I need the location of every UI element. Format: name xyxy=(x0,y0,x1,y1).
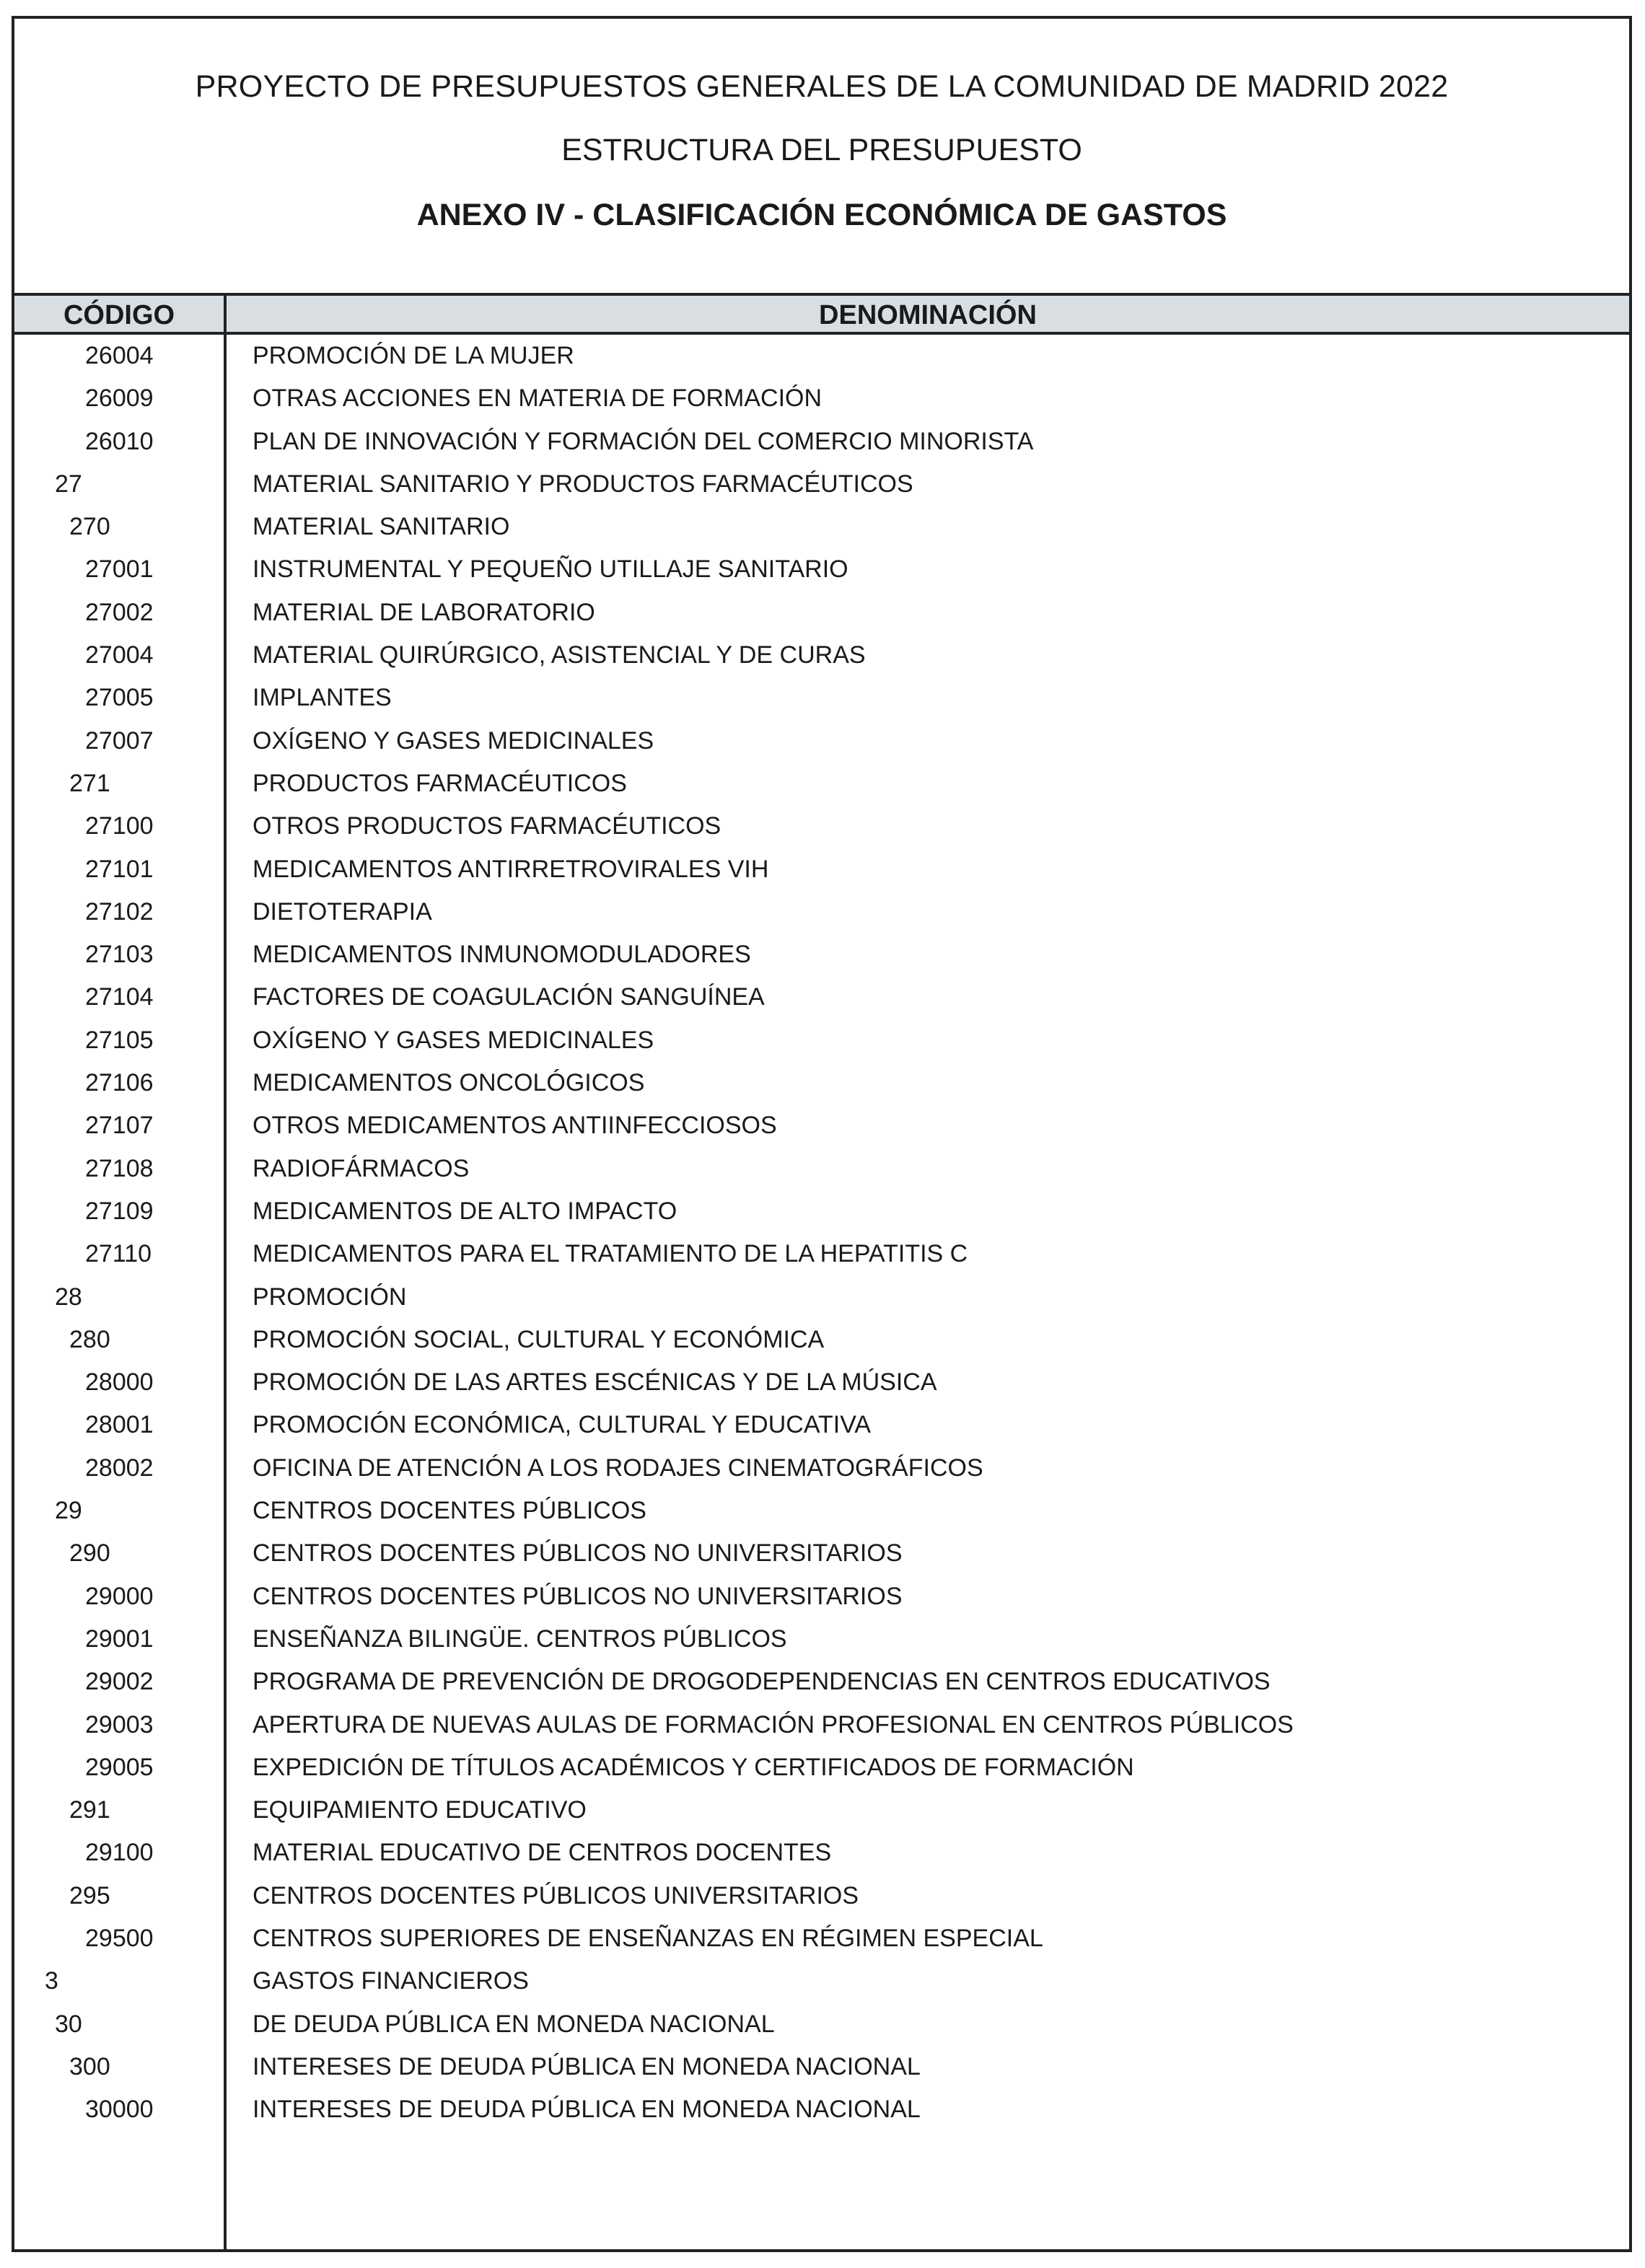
table-row xyxy=(14,762,1629,805)
column-header-code: CÓDIGO xyxy=(63,300,175,330)
document-title: PROYECTO DE PRESUPUESTOS GENERALES DE LA COMUNIDAD DE MADRID 2022 xyxy=(195,69,1449,104)
row-name: INSTRUMENTAL Y PEQUEÑO UTILLAJE SANITARIO xyxy=(253,555,848,584)
row-code: 29100 xyxy=(85,1839,154,1867)
title-block xyxy=(14,19,1629,296)
table-row xyxy=(14,805,1629,848)
row-code: 28000 xyxy=(85,1368,154,1397)
row-name: PROGRAMA DE PREVENCIÓN DE DROGODEPENDENCIAS EN CENTROS EDUCATIVOS xyxy=(253,1668,1271,1696)
row-name: EXPEDICIÓN DE TÍTULOS ACADÉMICOS Y CERTIFICADOS DE FORMACIÓN xyxy=(253,1753,1134,1781)
row-name: PROMOCIÓN SOCIAL, CULTURAL Y ECONÓMICA xyxy=(253,1325,825,1353)
row-name: MEDICAMENTOS DE ALTO IMPACTO xyxy=(253,1197,677,1225)
row-name: PROMOCIÓN DE LAS ARTES ESCÉNICAS Y DE LA MÚSICA xyxy=(253,1368,937,1397)
table-row xyxy=(14,933,1629,976)
table-header xyxy=(14,296,1629,335)
row-code: 27103 xyxy=(85,941,154,969)
row-name: CENTROS DOCENTES PÚBLICOS NO UNIVERSITARIOS xyxy=(253,1582,903,1610)
row-code: 26010 xyxy=(85,427,154,455)
table-row xyxy=(14,720,1629,762)
table-row xyxy=(14,1875,1629,1917)
table-row xyxy=(14,1447,1629,1490)
row-name: PROMOCIÓN xyxy=(253,1283,407,1311)
row-code: 28001 xyxy=(85,1411,154,1439)
row-code: 30000 xyxy=(85,2096,154,2124)
row-name: MEDICAMENTOS ONCOLÓGICOS xyxy=(253,1069,645,1097)
table-row xyxy=(14,1532,1629,1575)
row-code: 27007 xyxy=(85,726,154,755)
table-row xyxy=(14,1832,1629,1874)
table-row xyxy=(14,1575,1629,1618)
row-name: INTERESES DE DEUDA PÚBLICA EN MONEDA NACIONAL xyxy=(253,2052,921,2080)
row-code: 26004 xyxy=(85,342,154,369)
row-name: MEDICAMENTOS ANTIRRETROVIRALES VIH xyxy=(253,855,769,883)
table-row xyxy=(14,1917,1629,1960)
row-code: 27105 xyxy=(85,1026,154,1054)
row-name: OXÍGENO Y GASES MEDICINALES xyxy=(253,1026,654,1054)
row-name: EQUIPAMIENTO EDUCATIVO xyxy=(253,1796,587,1824)
row-name: MATERIAL DE LABORATORIO xyxy=(253,598,595,626)
row-name: MATERIAL SANITARIO Y PRODUCTOS FARMACÉUTICOS xyxy=(253,470,913,498)
table-row xyxy=(14,2003,1629,2046)
row-name: PROMOCIÓN ECONÓMICA, CULTURAL Y EDUCATIVA xyxy=(253,1411,872,1439)
row-name: CENTROS DOCENTES PÚBLICOS NO UNIVERSITARIOS xyxy=(253,1539,903,1568)
table-row xyxy=(14,1276,1629,1319)
document-frame xyxy=(12,16,1632,2252)
row-name: OTROS PRODUCTOS FARMACÉUTICOS xyxy=(253,812,721,840)
row-code: 27107 xyxy=(85,1112,154,1140)
table-row xyxy=(14,634,1629,677)
row-code: 270 xyxy=(69,513,110,541)
row-name: PLAN DE INNOVACIÓN Y FORMACIÓN DEL COMERCIO MINORISTA xyxy=(253,427,1034,455)
row-name: GASTOS FINANCIEROS xyxy=(253,1967,529,1995)
row-name: OTRAS ACCIONES EN MATERIA DE FORMACIÓN xyxy=(253,384,822,413)
row-code: 29500 xyxy=(85,1924,154,1952)
table-row xyxy=(14,335,1629,377)
row-name: MATERIAL SANITARIO xyxy=(253,513,510,541)
row-code: 27100 xyxy=(85,812,154,840)
annex-title: ANEXO IV - CLASIFICACIÓN ECONÓMICA DE GASTOS xyxy=(416,198,1227,232)
row-code: 29002 xyxy=(85,1668,154,1696)
row-name: MEDICAMENTOS PARA EL TRATAMIENTO DE LA HEPATITIS C xyxy=(253,1240,968,1268)
table-row xyxy=(14,891,1629,933)
row-code: 27005 xyxy=(85,684,154,712)
document-subtitle: ESTRUCTURA DEL PRESUPUESTO xyxy=(561,133,1082,167)
row-code: 27004 xyxy=(85,641,154,669)
table-row xyxy=(14,1062,1629,1104)
table-row xyxy=(14,377,1629,420)
row-name: RADIOFÁRMACOS xyxy=(253,1154,470,1182)
table-row xyxy=(14,1490,1629,1532)
row-name: OTROS MEDICAMENTOS ANTIINFECCIOSOS xyxy=(253,1112,777,1140)
row-code: 271 xyxy=(69,769,110,797)
row-name: FACTORES DE COAGULACIÓN SANGUÍNEA xyxy=(253,983,765,1011)
table-row xyxy=(14,1661,1629,1703)
row-code: 27104 xyxy=(85,983,154,1011)
row-code: 291 xyxy=(69,1796,110,1824)
table-row xyxy=(14,548,1629,591)
table-row xyxy=(14,976,1629,1019)
table-row xyxy=(14,1789,1629,1832)
table-row xyxy=(14,1404,1629,1446)
table-row xyxy=(14,2046,1629,2088)
row-code: 28 xyxy=(55,1283,82,1311)
table-row xyxy=(14,1190,1629,1233)
row-name: CENTROS DOCENTES PÚBLICOS UNIVERSITARIOS xyxy=(253,1881,859,1909)
row-name: IMPLANTES xyxy=(253,684,392,712)
row-name: DIETOTERAPIA xyxy=(253,897,432,926)
row-code: 28002 xyxy=(85,1454,154,1482)
row-name: MEDICAMENTOS INMUNOMODULADORES xyxy=(253,941,751,969)
row-name: OFICINA DE ATENCIÓN A LOS RODAJES CINEMATOGRÁFICOS xyxy=(253,1454,983,1482)
table-row xyxy=(14,1319,1629,1361)
row-code: 3 xyxy=(45,1967,58,1995)
table-row xyxy=(14,1704,1629,1746)
row-code: 30 xyxy=(55,2010,82,2038)
table-row xyxy=(14,1019,1629,1062)
row-name: PRODUCTOS FARMACÉUTICOS xyxy=(253,769,627,797)
row-name: APERTURA DE NUEVAS AULAS DE FORMACIÓN PROFESIONAL EN CENTROS PÚBLICOS xyxy=(253,1710,1294,1739)
table-row xyxy=(14,421,1629,463)
table-row xyxy=(14,677,1629,719)
table-body xyxy=(14,335,1629,2131)
row-code: 300 xyxy=(69,2052,110,2080)
table-row xyxy=(14,1960,1629,2003)
row-code: 29003 xyxy=(85,1710,154,1739)
row-name: MATERIAL EDUCATIVO DE CENTROS DOCENTES xyxy=(253,1839,832,1867)
table-row xyxy=(14,2088,1629,2131)
table-row xyxy=(14,1618,1629,1661)
row-name: CENTROS DOCENTES PÚBLICOS xyxy=(253,1497,646,1525)
table-row xyxy=(14,1361,1629,1404)
row-code: 27001 xyxy=(85,555,154,584)
row-code: 27109 xyxy=(85,1197,154,1225)
row-name: MATERIAL QUIRÚRGICO, ASISTENCIAL Y DE CURAS xyxy=(253,641,866,669)
row-code: 27110 xyxy=(85,1240,152,1268)
row-code: 29001 xyxy=(85,1625,154,1653)
row-code: 290 xyxy=(69,1539,110,1568)
row-code: 27 xyxy=(55,470,82,498)
row-code: 27002 xyxy=(85,598,154,626)
row-code: 295 xyxy=(69,1881,110,1909)
row-code: 27101 xyxy=(85,855,154,883)
table-row xyxy=(14,506,1629,548)
table-row xyxy=(14,1148,1629,1190)
row-name: OXÍGENO Y GASES MEDICINALES xyxy=(253,726,654,755)
row-code: 29005 xyxy=(85,1753,154,1781)
table-row xyxy=(14,1104,1629,1147)
table-row xyxy=(14,1746,1629,1789)
table-row xyxy=(14,1233,1629,1275)
table-row xyxy=(14,848,1629,891)
row-name: CENTROS SUPERIORES DE ENSEÑANZAS EN RÉGIMEN ESPECIAL xyxy=(253,1924,1043,1952)
row-code: 29 xyxy=(55,1497,82,1525)
row-name: DE DEUDA PÚBLICA EN MONEDA NACIONAL xyxy=(253,2010,775,2038)
row-name: ENSEÑANZA BILINGÜE. CENTROS PÚBLICOS xyxy=(253,1625,787,1653)
row-code: 26009 xyxy=(85,384,154,413)
table-row xyxy=(14,463,1629,506)
row-code: 27106 xyxy=(85,1069,154,1097)
row-name: INTERESES DE DEUDA PÚBLICA EN MONEDA NACIONAL xyxy=(253,2096,921,2124)
row-code: 27102 xyxy=(85,897,154,926)
row-code: 29000 xyxy=(85,1582,154,1610)
column-header-name: DENOMINACIÓN xyxy=(819,300,1037,330)
row-code: 27108 xyxy=(85,1154,154,1182)
row-code: 280 xyxy=(69,1325,110,1353)
table-row xyxy=(14,592,1629,634)
row-name: PROMOCIÓN DE LA MUJER xyxy=(253,342,574,369)
